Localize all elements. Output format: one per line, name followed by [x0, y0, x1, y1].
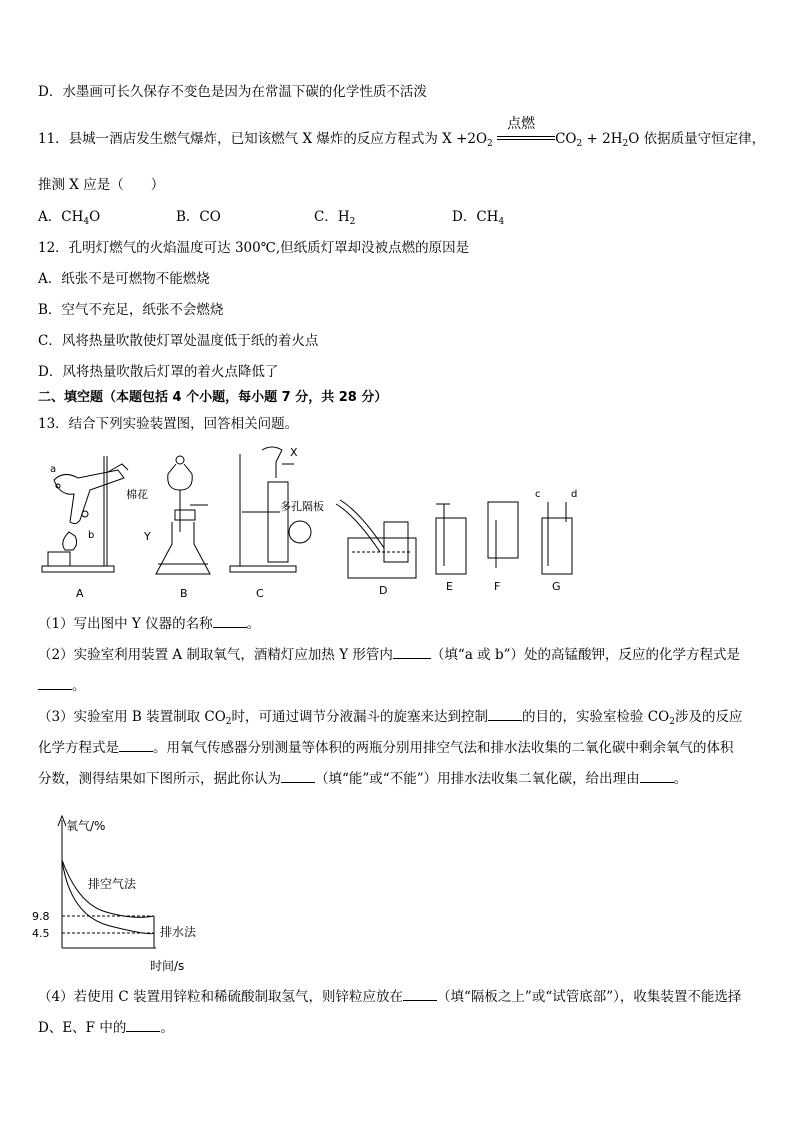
q13-part4-text: （填“隔板之上”或“试管底部”），收集装置不能选择 [437, 989, 742, 1005]
q13-part4-text: D、E、F 中的 [38, 1020, 127, 1036]
y-label: Y [144, 530, 151, 543]
apparatus-figure [30, 442, 610, 600]
q11-sub: 2 [576, 139, 583, 149]
x-axis-label: 时间/s [150, 959, 185, 973]
answer-blank[interactable] [281, 770, 315, 783]
port-c: c [535, 489, 541, 500]
q13-part3-end: 。 [673, 771, 688, 787]
q13-part3-text: （填“能”或“不能”）用排水法收集二氧化碳，给出理由 [315, 771, 640, 787]
q13-part4 [38, 988, 741, 1006]
y-tick-9-8: 9.8 [32, 910, 50, 923]
q11-option-b: B．CO [176, 209, 221, 225]
q13-sub: 2 [225, 717, 232, 727]
q13-part4-text: （4）若使用 C 装置用锌粒和稀硫酸制取氢气，则锌粒应放在 [38, 989, 404, 1005]
q13-part4-line2 [38, 1019, 174, 1037]
answer-blank[interactable] [126, 1019, 160, 1032]
label-b: B [180, 587, 188, 600]
q11-option-c: C．$H_2$ [314, 209, 356, 227]
q13-part3-text: 化学方程式是 [38, 740, 119, 756]
answer-blank[interactable] [640, 770, 674, 783]
apparatus-f [488, 502, 518, 593]
cotton-label: 棉花 [126, 488, 148, 501]
q13-part1-text: （1）写出图中 Y 仪器的名称 [38, 616, 213, 632]
q13-part1 [38, 615, 260, 633]
answer-blank[interactable] [403, 988, 437, 1001]
oxygen-chart [30, 808, 230, 978]
y-tick-4-5: 4.5 [32, 927, 50, 940]
label-g: G [552, 580, 561, 593]
q11-stem-prefix: 11．县城一酒店发生燃气爆炸，已知该燃气 X 爆炸的反应方程式为 X +2O [38, 131, 488, 147]
q13-part3-text: 涉及的反应 [674, 709, 743, 725]
port-b: b [88, 530, 95, 541]
q11-product2: + 2H [582, 131, 623, 147]
q13-part2-text: （填“a 或 b”）处的高锰酸钾，反应的化学方程式是 [430, 647, 740, 663]
q11-option-d: D．$CH_4$ [452, 209, 505, 227]
apparatus-e [436, 504, 466, 593]
series-label-air: 排空气法 [88, 877, 137, 891]
q13-part2-text: （2）实验室利用装置 A 制取氧气，酒精灯应加热 Y 形管内 [38, 647, 393, 663]
q13-part3-text: 分数，测得结果如下图所示，据此你认为 [38, 771, 281, 787]
q11-line2: 推测 X 应是（ ） [38, 177, 165, 193]
q13-part3-line3 [38, 770, 687, 788]
q12-option-d: D．风将热量吹散后灯罩的着火点降低了 [38, 364, 279, 380]
q12-option-a: A．纸张不是可燃物不能燃烧 [38, 271, 210, 287]
apparatus-c [230, 446, 324, 600]
label-c: C [256, 587, 264, 600]
reaction-condition: 点燃 [507, 115, 536, 132]
apparatus-a [42, 456, 148, 600]
q11-sub: 2 [622, 139, 629, 149]
porous-plate-label: 多孔隔板 [280, 500, 324, 513]
q11-sub: 2 [487, 139, 493, 149]
y-axis-label: 氧气/% [66, 819, 106, 833]
port-a: a [50, 464, 57, 475]
q11-product1: CO [555, 131, 577, 147]
series-water [62, 860, 154, 934]
q11-option-a: A．$CH_4O$ [38, 209, 101, 227]
q13-part3-text: （3）实验室用 B 装置制取 CO [38, 709, 226, 725]
q13-part3-text: 。用氧气传感器分别测量等体积的两瓶分别用排空气法和排水法收集的二氧化碳中剩余氧气的体积 [153, 740, 734, 756]
q13-part3-text: 的目的，实验室检验 CO [522, 709, 670, 725]
q13-part3 [38, 708, 742, 726]
answer-blank[interactable] [488, 708, 522, 721]
answer-blank[interactable] [393, 646, 431, 659]
q11-options [38, 208, 638, 226]
port-d: d [571, 489, 578, 500]
series-label-water: 排水法 [160, 925, 197, 939]
answer-blank[interactable] [38, 677, 72, 690]
q12-stem: 12．孔明灯燃气的火焰温度可达 300℃,但纸质灯罩却没被点燃的原因是 [38, 240, 470, 256]
answer-blank[interactable] [213, 615, 247, 628]
q13-part2-line2 [38, 677, 86, 695]
q13-part3-text: 时，可通过调节分液漏斗的旋塞来达到控制 [231, 709, 489, 725]
q13-sub: 2 [669, 717, 675, 727]
label-d: D [379, 584, 388, 597]
section-heading: 二、填空题（本题包括 4 个小题，每小题 7 分，共 28 分） [38, 390, 388, 405]
q13-part4-end: 。 [160, 1020, 174, 1036]
q13-part3-line2 [38, 739, 734, 757]
q13-part1-end: 。 [246, 616, 261, 632]
q11-suffix: O 依据质量守恒定律， [628, 131, 766, 147]
q13-part2 [38, 646, 740, 664]
label-a: A [76, 587, 84, 600]
apparatus-d [336, 500, 416, 597]
apparatus-g [535, 489, 577, 593]
label-e: E [446, 580, 453, 593]
apparatus-b [143, 456, 210, 600]
x-label: X [290, 446, 298, 459]
q13-part2-end: 。 [72, 678, 86, 694]
q10-option-d: D．水墨画可长久保存不变色是因为在常温下碳的化学性质不活泼 [38, 84, 427, 100]
answer-blank[interactable] [119, 739, 153, 752]
reaction-arrow [497, 115, 555, 147]
label-f: F [494, 580, 501, 593]
q12-option-c: C．风将热量吹散使灯罩处温度低于纸的着火点 [38, 333, 319, 349]
q13-stem: 13．结合下列实验装置图，回答相关问题。 [38, 416, 299, 432]
q12-option-b: B．空气不充足，纸张不会燃烧 [38, 302, 224, 318]
q11-stem [38, 115, 766, 149]
